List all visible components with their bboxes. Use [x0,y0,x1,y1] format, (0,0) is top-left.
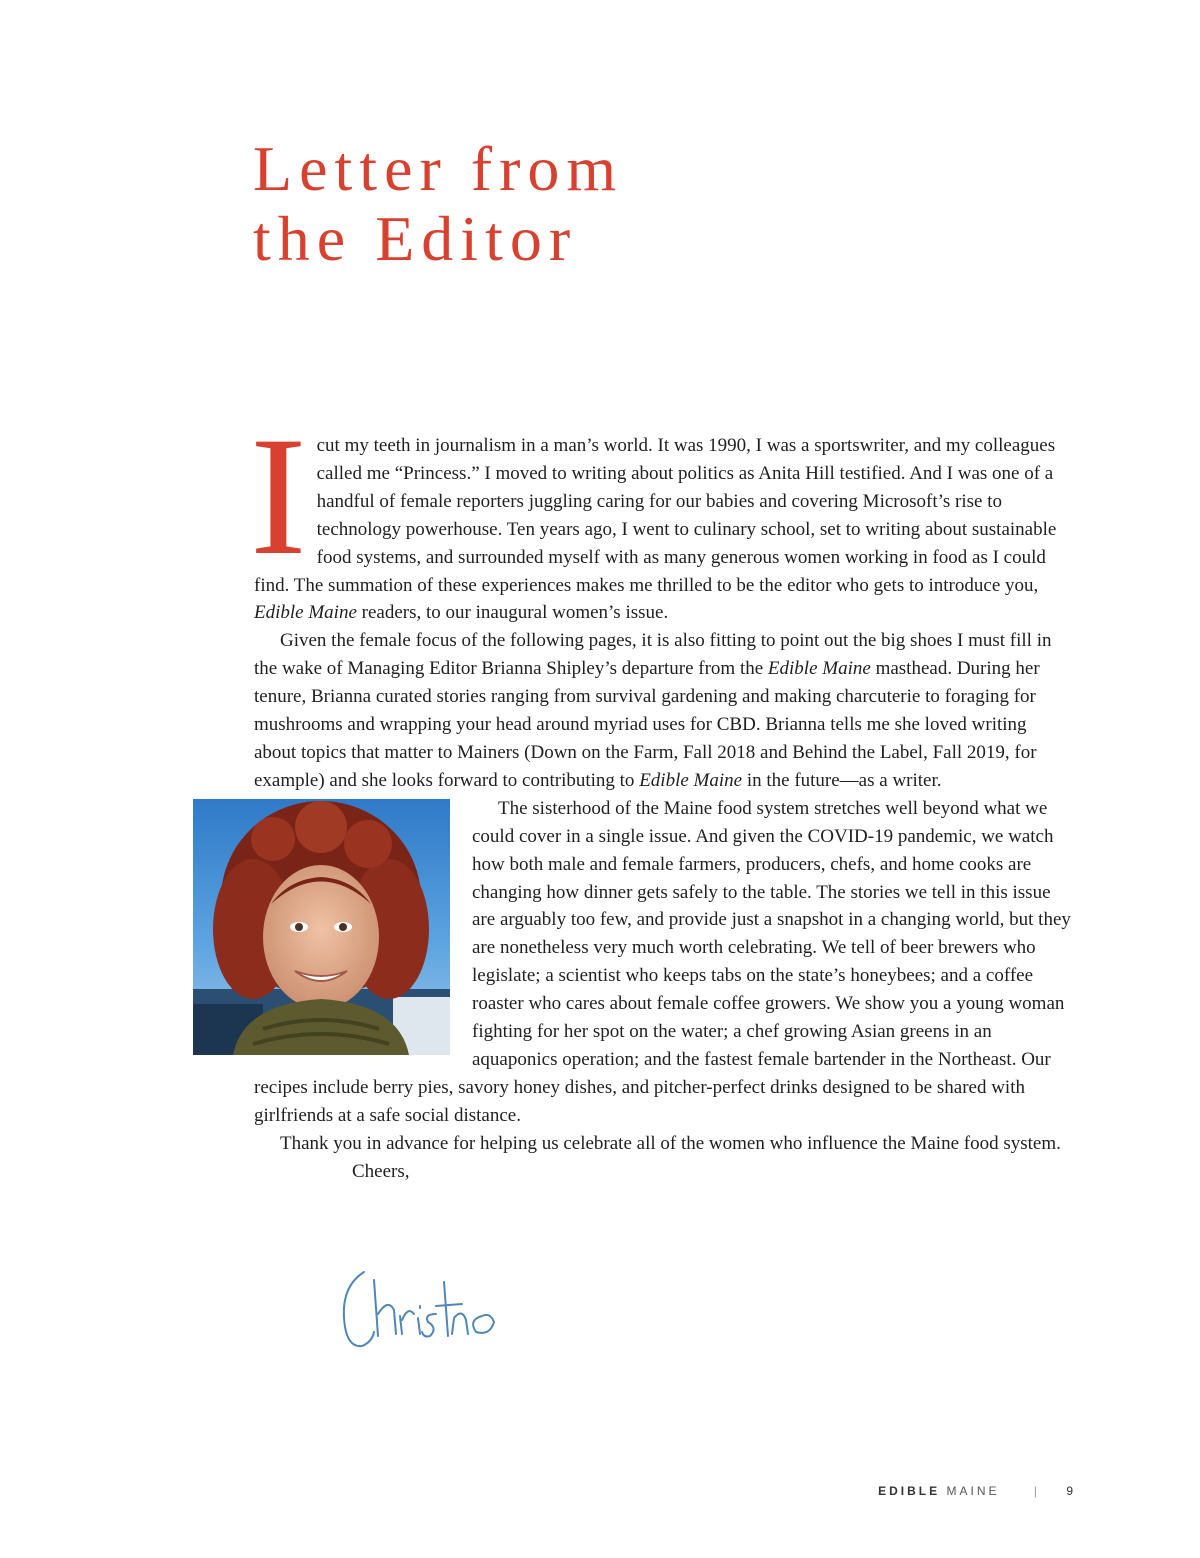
signoff: Cheers, [352,1160,410,1182]
signature-image [338,1262,508,1354]
paragraph-2-text-a: Given the female focus of the following pages, it is also fitting to point out the big shoes I must fill in the wake of Managing Editor Brianna Shipley’s departure from the [254,630,1052,680]
paragraph-1-text-b: readers, to our inaugural women’s issue. [356,602,669,624]
paragraph-2 [254,627,1072,794]
editor-portrait-photo [193,799,450,1055]
page-title [253,134,623,274]
paragraph-3: The sisterhood of the Maine food system stretches well beyond what we could cover in a single issue. And given the COVID-19 pandemic, we watch how both male and female farmers, producers, chefs, and home cooks are changing how dinner gets safely to the table. The stories we tell in this issue are arguably too few, and provide just a snapshot in a changing world, but they are nonetheless very much worth celebrating. We tell of beer brewers who legislate; a scientist who keeps tabs on the state’s honeybees; and a coffee roaster who cares about female coffee growers. We show you a young woman fighting for her spot on the water; a chef growing Asian greens in an aquaponics operation; and the fastest female bartender in the Northeast. Our recipes include berry pies, savory honey dishes, and pitcher-perfect drinks designed to be shared with girlfriends at a safe social distance. [254,797,1071,1126]
letter-body [250,402,1072,1185]
footer-brand-light: MAINE [946,1484,1000,1498]
footer-brand-bold: EDIBLE [878,1484,941,1498]
drop-cap: I [250,402,307,590]
portrait-illustration [193,799,450,1055]
paragraph-4: Thank you in advance for helping us celebrate all of the women who influence the Maine food system. [280,1132,1061,1154]
title-line-1: Letter from [253,133,624,204]
paragraph-1-text-a: cut my teeth in journalism in a man’s world. It was 1990, I was a sportswriter, and my colleagues called me “Princess.” I moved to writing about politics as Anita Hill testified. And I was one of a handful of female reporters juggling caring for our babies and covering Microsoft’s rise to technology powerhouse. Ten years ago, I went to culinary school, set to writing about sustainable food systems, and surrounded myself with as many generous women working in food as I could find. The summation of these experiences makes me thrilled to be the editor who gets to introduce you, [254,435,1057,596]
paragraph-2-text-c: in the future—as a writer. [742,769,942,791]
page-number: 9 [1066,1484,1076,1498]
footer-separator: | [1033,1484,1040,1498]
editor-signature [338,1262,508,1359]
publication-name: Edible Maine [254,602,357,624]
page-footer [878,1484,1076,1498]
publication-name: Edible Maine [767,658,871,680]
title-line-2: the Editor [253,203,578,274]
publication-name: Edible Maine [639,769,743,791]
paragraph-2-text-b: masthead. During her tenure, Brianna curated stories ranging from survival gardening and making charcuterie to foraging for mushrooms and wrapping your head around myriad uses for CBD. Brianna tells me she loved writing about topics that matter to Mainers (Down on the Farm, Fall 2018 and Behind the Label, Fall 2019, for example) and she looks forward to contributing to [254,658,1040,791]
paragraph-1 [250,402,1072,627]
